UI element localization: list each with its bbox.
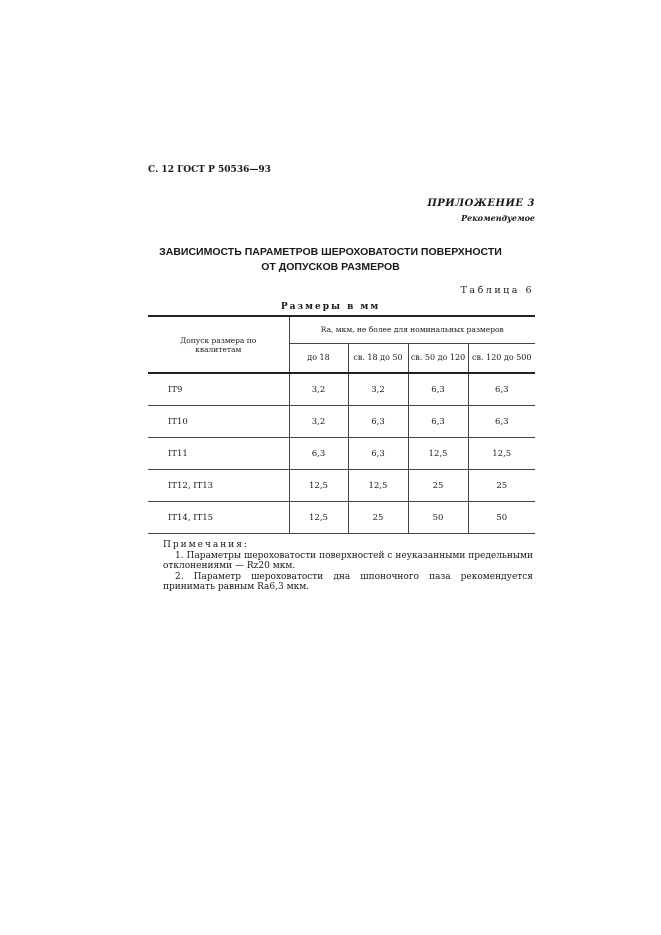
table-cell: 6,3 [348,438,408,470]
table-cell: 12,5 [289,470,348,502]
column-header: св. 120 до 500 [468,343,535,373]
units-caption: Размеры в мм [280,302,381,312]
column-header: до 18 [289,343,348,373]
table-cell: 25 [468,470,535,502]
notes-heading: Примечания: [163,540,249,550]
table-cell: 3,2 [289,373,348,406]
table-row [148,438,535,470]
table-cell: 3,2 [289,406,348,438]
column-header: св. 50 до 120 [408,343,468,373]
table-cell: 12,5 [468,438,535,470]
notes [163,540,533,593]
page-header: С. 12 ГОСТ Р 50536—93 [148,165,271,175]
table-cell: 6,3 [289,438,348,470]
table-cell: 50 [468,502,535,534]
row-header: Допуск размера по квалитетам [148,316,289,373]
note-item: 1. Параметры шероховатости поверхностей с неуказанными предельными отклонениями — Rz20 мкм. [163,550,533,571]
title-line: ЗАВИСИМОСТЬ ПАРАМЕТРОВ ШЕРОХОВАТОСТИ ПОВЕРХНОСТИ [159,246,502,258]
document-title [0,245,661,275]
table-label: Таблица 6 [460,285,534,296]
table-row [148,406,535,438]
table-row [148,470,535,502]
table-cell: 25 [408,470,468,502]
row-label: IT9 [148,373,289,406]
appendix-title: ПРИЛОЖЕНИЕ 3 [427,198,535,209]
column-header: св. 18 до 50 [348,343,408,373]
table-cell: 25 [348,502,408,534]
row-label: IT14, IT15 [148,502,289,534]
table-cell: 12,5 [289,502,348,534]
appendix-status: Рекомендуемое [461,213,535,223]
roughness-table [148,315,535,534]
table-row [148,502,535,534]
table-cell: 12,5 [348,470,408,502]
table-cell: 6,3 [468,406,535,438]
table-cell: 6,3 [408,373,468,406]
table-cell: 3,2 [348,373,408,406]
table-cell: 6,3 [348,406,408,438]
group-header: Ra, мкм, не более для номинальных размеров [289,316,535,343]
note-item: 2. Параметр шероховатости дна шпоночного паза рекомендуется принимать равным Ra6,3 мкм. [163,571,533,592]
row-label: IT11 [148,438,289,470]
table-cell: 50 [408,502,468,534]
title-line: ОТ ДОПУСКОВ РАЗМЕРОВ [261,261,400,273]
table-cell: 6,3 [408,406,468,438]
table-cell: 12,5 [408,438,468,470]
row-label: IT12, IT13 [148,470,289,502]
table-cell: 6,3 [468,373,535,406]
row-label: IT10 [148,406,289,438]
table-row [148,373,535,406]
